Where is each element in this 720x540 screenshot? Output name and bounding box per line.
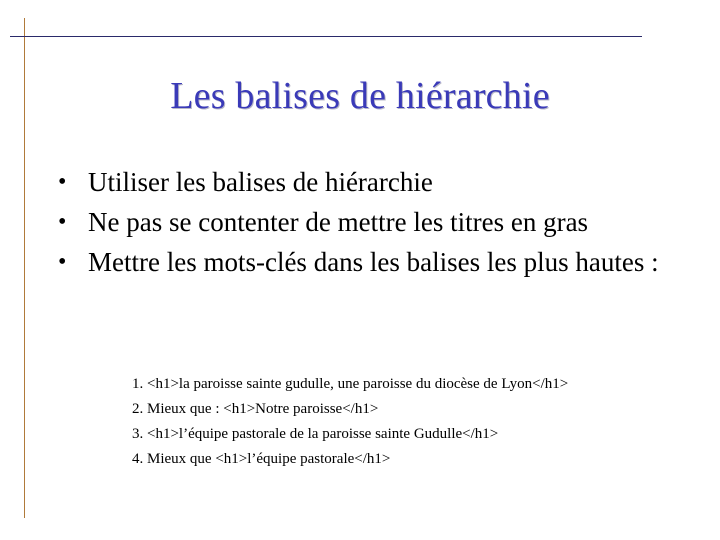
example-list bbox=[132, 372, 702, 472]
bullet-item bbox=[58, 242, 678, 282]
bullet-item bbox=[58, 162, 678, 202]
slide-title: Les balises de hiérarchie bbox=[170, 75, 550, 117]
bullet-text: Utiliser les balises de hiérarchie bbox=[88, 167, 433, 197]
bullet-item bbox=[58, 202, 678, 242]
bullet-dot-icon: • bbox=[58, 169, 67, 195]
bullet-dot-icon: • bbox=[58, 209, 67, 235]
example-item: 4. Mieux que <h1>l’équipe pastorale</h1> bbox=[132, 451, 391, 467]
example-item: 2. Mieux que : <h1>Notre paroisse</h1> bbox=[132, 401, 379, 417]
example-item: 1. <h1>la paroisse sainte gudulle, une paroisse du diocèse de Lyon</h1> bbox=[132, 376, 569, 392]
bullet-dot-icon: • bbox=[58, 249, 67, 275]
bullet-text: Ne pas se contenter de mettre les titres en gras bbox=[88, 207, 589, 237]
example-item: 3. <h1>l’équipe pastorale de la paroisse sainte Gudulle</h1> bbox=[132, 426, 499, 442]
bullet-text: Mettre les mots-clés dans les balises les plus hautes : bbox=[88, 247, 659, 277]
horizontal-rule bbox=[10, 36, 642, 37]
bullet-list bbox=[58, 162, 678, 282]
